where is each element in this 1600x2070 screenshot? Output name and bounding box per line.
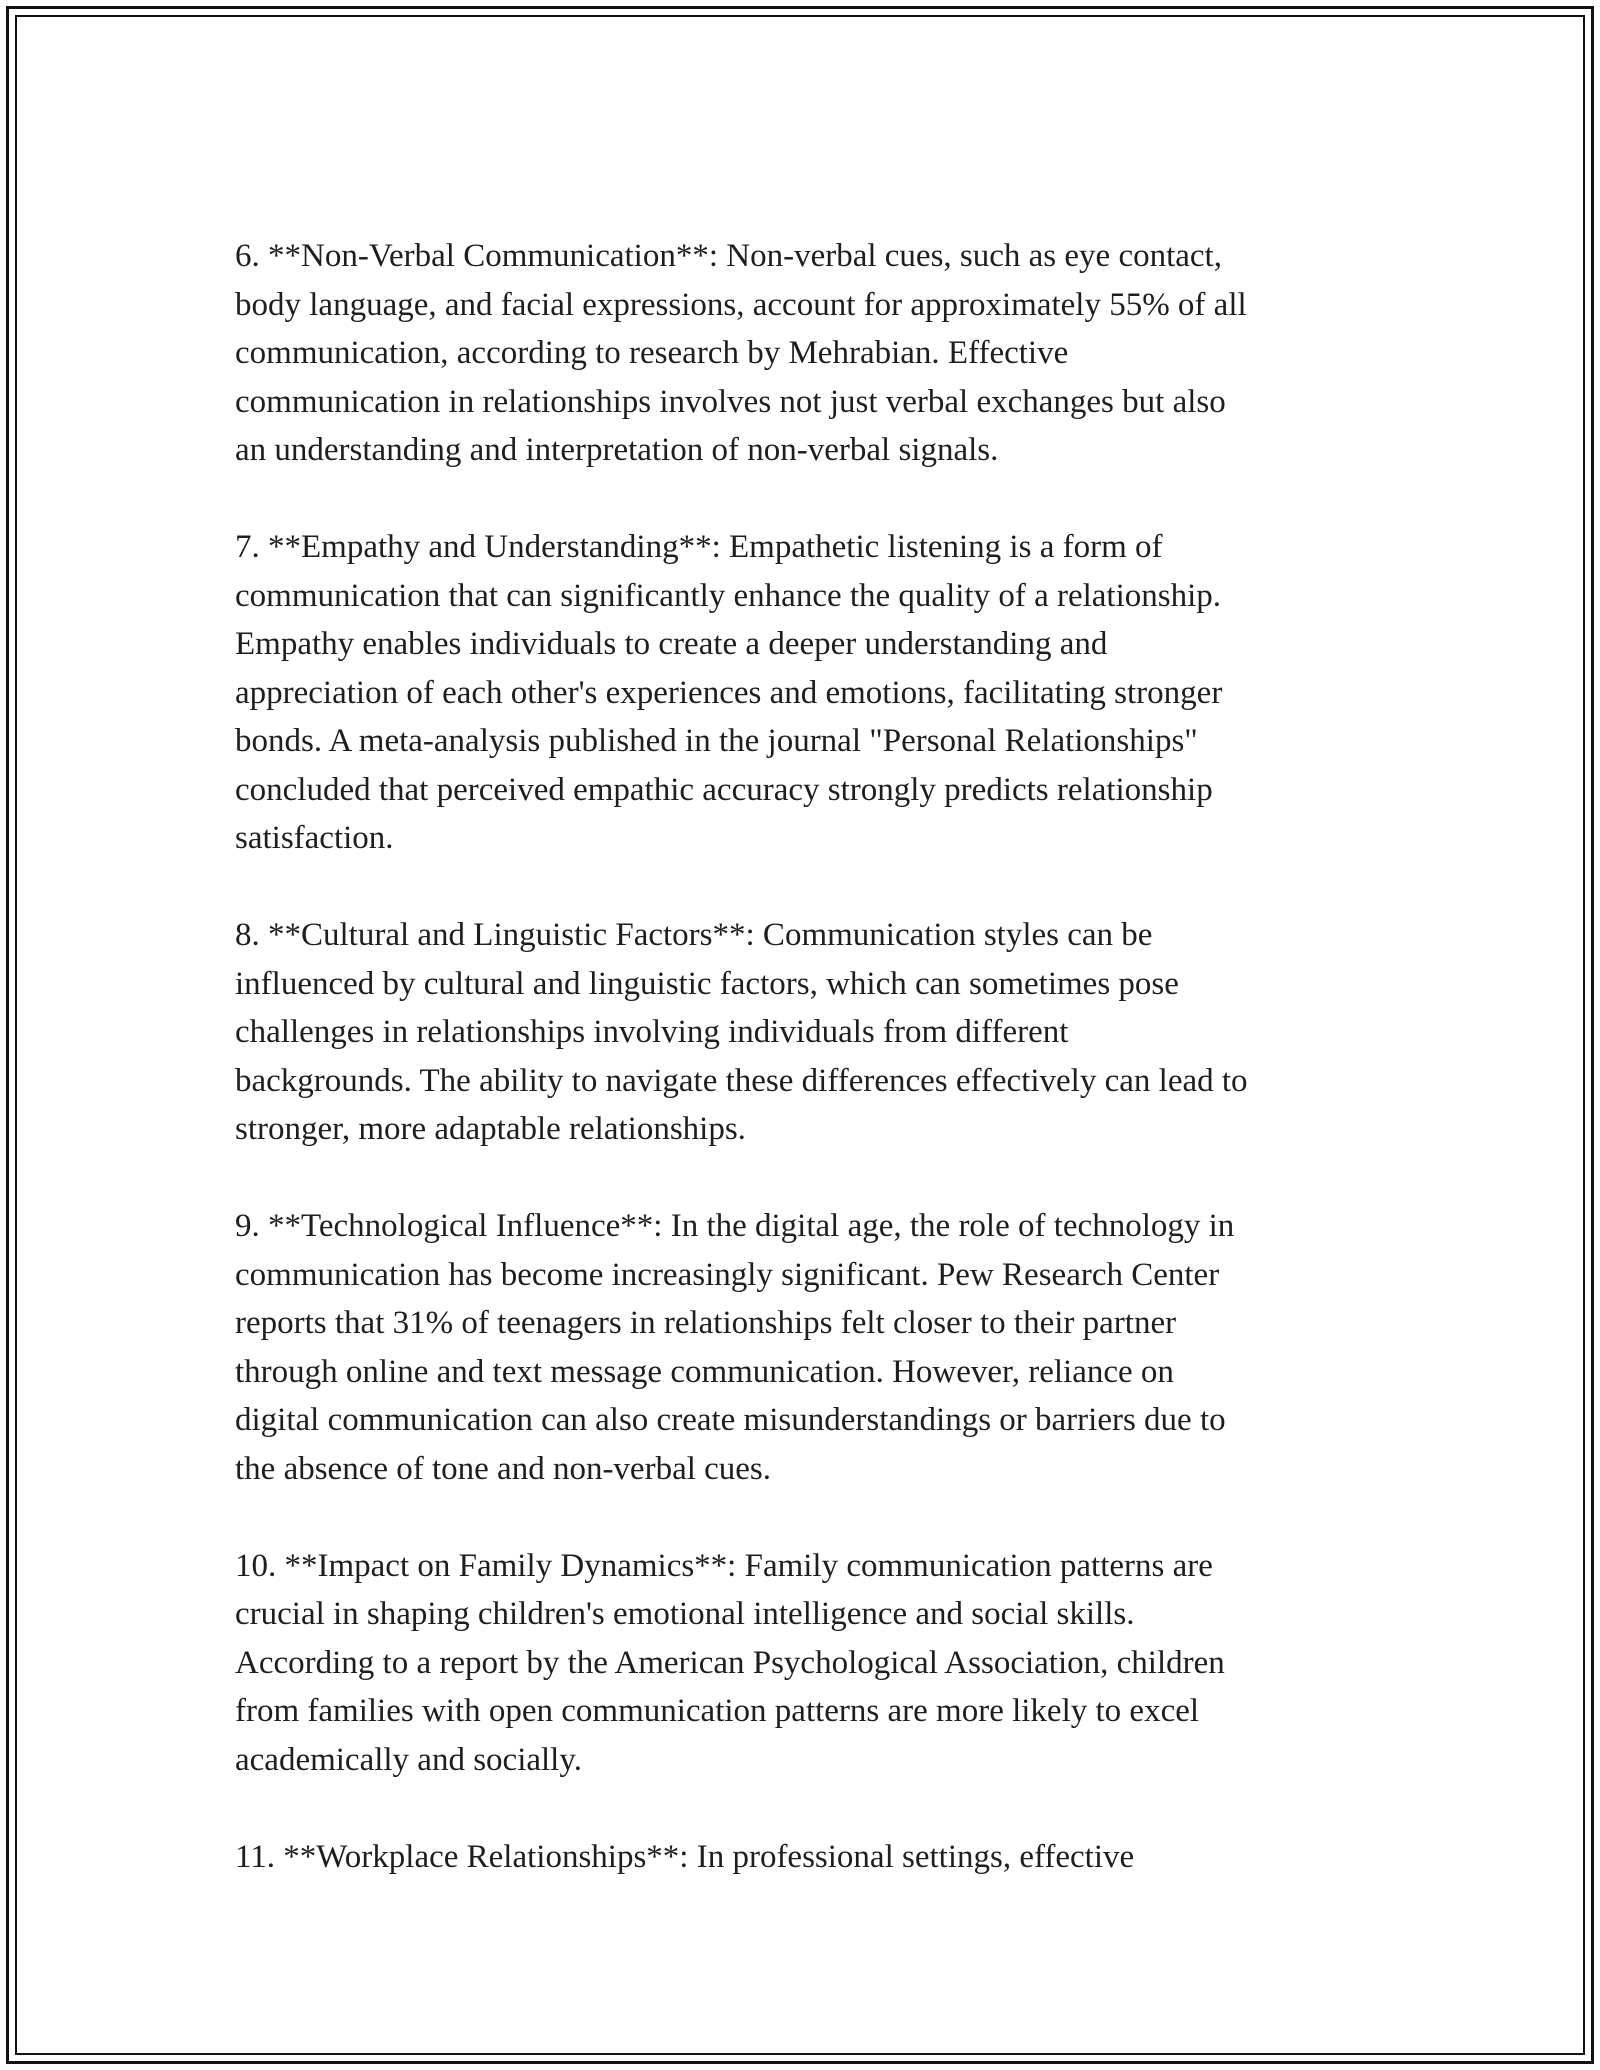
paragraph-impact-on-family-dynamics xyxy=(235,1542,1375,1785)
text-line: through online and text message communication. However, reliance on xyxy=(235,1353,1174,1390)
text-line: 10. **Impact on Family Dynamics**: Family communication patterns are xyxy=(235,1547,1213,1584)
document-body xyxy=(235,232,1375,1930)
text-line: communication in relationships involves not just verbal exchanges but also xyxy=(235,383,1226,420)
text-line: stronger, more adaptable relationships. xyxy=(235,1111,746,1147)
text-line: 9. **Technological Influence**: In the digital age, the role of technology in xyxy=(235,1208,1235,1244)
text-line: 11. **Workplace Relationships**: In professional settings, effective xyxy=(235,1838,1135,1875)
text-line: digital communication can also create misunderstandings or barriers due to xyxy=(235,1402,1226,1438)
paragraph-non-verbal-communication xyxy=(235,232,1375,475)
text-line: reports that 31% of teenagers in relationships felt closer to their partner xyxy=(235,1305,1177,1341)
text-line: crucial in shaping children's emotional intelligence and social skills. xyxy=(235,1596,1135,1632)
text-line: 8. **Cultural and Linguistic Factors**: Communication styles can be xyxy=(235,917,1153,953)
paragraph-workplace-relationships xyxy=(235,1833,1375,1882)
text-line: 6. **Non-Verbal Communication**: Non-verbal cues, such as eye contact, xyxy=(235,238,1222,274)
paragraph-empathy-and-understanding xyxy=(235,523,1375,863)
text-line: appreciation of each other's experiences and emotions, facilitating stronger xyxy=(235,674,1223,711)
text-line: backgrounds. The ability to navigate these differences effectively can lead to xyxy=(235,1062,1248,1099)
text-line: from families with open communication patterns are more likely to excel xyxy=(235,1693,1200,1729)
text-line: body language, and facial expressions, account for approximately 55% of all xyxy=(235,286,1247,323)
text-line: the absence of tone and non-verbal cues. xyxy=(235,1450,772,1487)
text-line: bonds. A meta-analysis published in the journal "Personal Relationships" xyxy=(235,723,1198,759)
paragraph-cultural-and-linguistic-factors xyxy=(235,911,1375,1154)
text-line: an understanding and interpretation of non-verbal signals. xyxy=(235,432,999,468)
text-line: communication has become increasingly significant. Pew Research Center xyxy=(235,1256,1220,1293)
text-line: influenced by cultural and linguistic factors, which can sometimes pose xyxy=(235,965,1179,1002)
text-line: communication that can significantly enhance the quality of a relationship. xyxy=(235,577,1222,614)
text-line: concluded that perceived empathic accuracy strongly predicts relationship xyxy=(235,771,1213,808)
text-line: challenges in relationships involving individuals from different xyxy=(235,1014,1069,1050)
text-line: academically and socially. xyxy=(235,1741,582,1778)
text-line: According to a report by the American Psychological Association, children xyxy=(235,1644,1225,1681)
paragraph-technological-influence xyxy=(235,1202,1375,1493)
text-line: Empathy enables individuals to create a deeper understanding and xyxy=(235,626,1108,662)
text-line: 7. **Empathy and Understanding**: Empathetic listening is a form of xyxy=(235,529,1163,565)
text-line: communication, according to research by Mehrabian. Effective xyxy=(235,335,1069,371)
text-line: satisfaction. xyxy=(235,820,394,856)
